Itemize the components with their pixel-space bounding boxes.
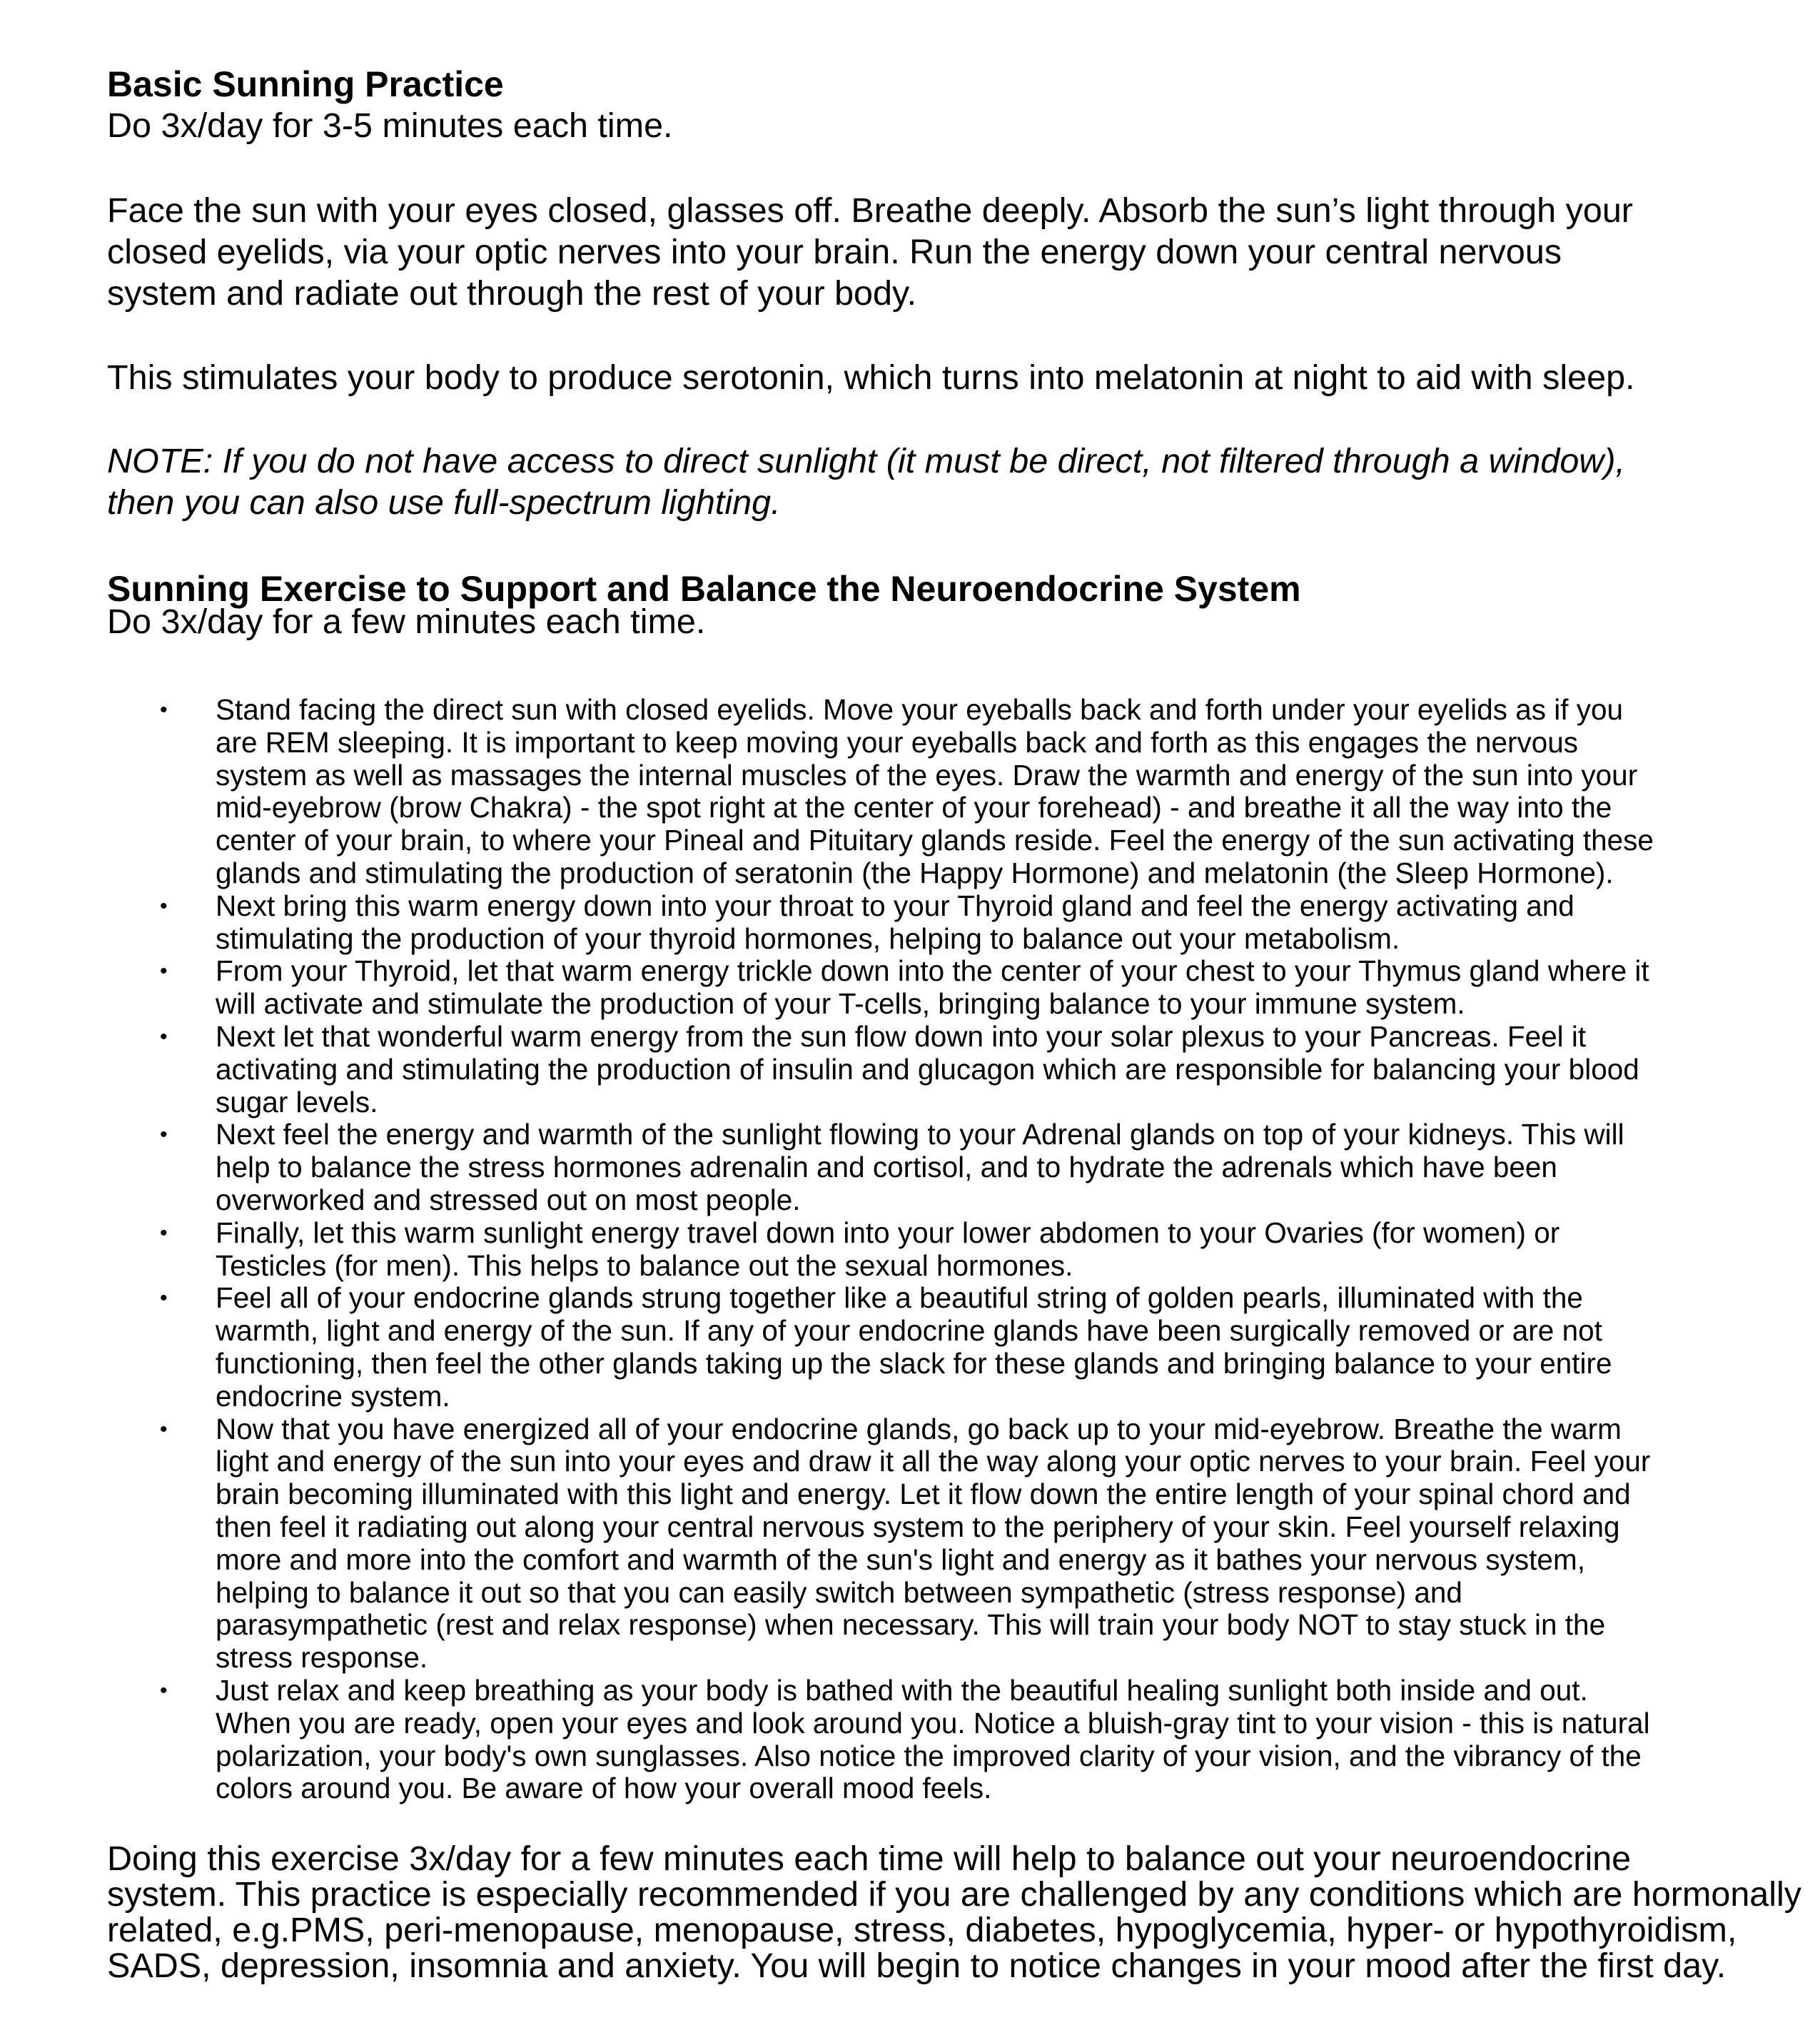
list-item-line: polarization, your body's own sunglasses. Also notice the improved clarity of your vision, and the vibrancy of the [216, 1739, 1642, 1772]
section-frequency-basic: Do 3x/day for 3-5 minutes each time. [107, 106, 673, 145]
list-item-line: Testicles (for men). This helps to balance out the sexual hormones. [216, 1248, 1073, 1282]
exercise-steps-list [107, 694, 1654, 1805]
bullet-icon: • [160, 1221, 168, 1245]
list-item-line: endocrine system. [216, 1379, 450, 1413]
list-item-line: Finally, let this warm sunlight energy travel down into your lower abdomen to your Ovaries (for women) or [216, 1216, 1560, 1249]
closing-line: related, e.g.PMS, peri-menopause, menopause, stress, diabetes, hypoglycemia, hyper- or hypothyroidism, [107, 1911, 1737, 1949]
list-item-line: overworked and stressed out on most people. [216, 1183, 801, 1216]
bullet-icon: • [160, 1024, 168, 1049]
paragraph-line: Face the sun with your eyes closed, glasses off. Breathe deeply. Absorb the sun’s light through your [107, 191, 1633, 230]
list-item-line: brain becoming illuminated with this light and energy. Let it flow down the entire length of your spinal chord and [216, 1478, 1631, 1511]
bullet-icon: • [160, 1286, 168, 1311]
list-item [107, 1675, 1654, 1805]
list-item [107, 694, 1654, 890]
bullet-icon: • [160, 1417, 168, 1441]
section-heading-neuroendocrine: Sunning Exercise to Support and Balance the Neuroendocrine System [107, 569, 1301, 609]
list-item-line: Just relax and keep breathing as your body is bathed with the beautiful healing sunlight both inside and out. [216, 1673, 1588, 1707]
list-item-line: parasympathetic (rest and relax response) when necessary. This will train your body NOT to stay stuck in the [216, 1608, 1606, 1642]
note-paragraph [107, 440, 1625, 523]
list-item-line: When you are ready, open your eyes and look around you. Notice a bluish-gray tint to your vision - this is natural [216, 1706, 1650, 1739]
paragraph-face-the-sun [107, 190, 1633, 314]
paragraph-serotonin: This stimulates your body to produce serotonin, which turns into melatonin at night to aid with sleep. [107, 358, 1635, 397]
list-item-line: then feel it radiating out along your central nervous system to the periphery of your skin. Feel yourself relaxing [216, 1510, 1620, 1543]
list-item-line: Next bring this warm energy down into your throat to your Thyroid gland and feel the energy activating and [216, 889, 1574, 922]
list-item-line: Next let that wonderful warm energy from the sun flow down into your solar plexus to your Pancreas. Feel it [216, 1019, 1587, 1053]
list-item-line: are REM sleeping. It is important to keep moving your eyeballs back and forth as this engages the nervous [216, 725, 1579, 759]
bullet-icon: • [160, 1678, 168, 1702]
list-item [107, 1021, 1654, 1118]
list-item-line: glands and stimulating the production of seratonin (the Happy Hormone) and melatonin (the Sleep Hormone). [216, 856, 1614, 889]
bullet-icon: • [160, 894, 168, 918]
list-item-line: Next feel the energy and warmth of the sunlight flowing to your Adrenal glands on top of your kidneys. This will [216, 1118, 1624, 1151]
list-item-line: light and energy of the sun into your eyes and draw it all the way along your optic nerves to your brain. Feel your [216, 1445, 1651, 1478]
paragraph-line: closed eyelids, via your optic nerves into your brain. Run the energy down your central nervous [107, 233, 1562, 271]
closing-line: Doing this exercise 3x/day for a few minutes each time will help to balance out your neuroendocrine [107, 1839, 1632, 1878]
list-item [107, 890, 1654, 956]
bullet-icon: • [160, 1123, 168, 1147]
list-item-line: sugar levels. [216, 1085, 378, 1118]
list-item-line: center of your brain, to where your Pineal and Pituitary glands reside. Feel the energy of the sun activating these [216, 824, 1654, 857]
list-item [107, 1217, 1654, 1283]
closing-line: SADS, depression, insomnia and anxiety. You will begin to notice changes in your mood after the first day. [107, 1946, 1727, 1985]
note-line: NOTE: If you do not have access to direct sunlight (it must be direct, not filtered through a window), [107, 442, 1625, 480]
section-frequency-neuroendocrine: Do 3x/day for a few minutes each time. [107, 602, 706, 641]
bullet-icon: • [160, 959, 168, 984]
list-item-line: stimulating the production of your thyroid hormones, helping to balance out your metabolism. [216, 921, 1400, 955]
list-item-line: From your Thyroid, let that warm energy trickle down into the center of your chest to your Thymus gland where it [216, 954, 1649, 988]
list-item-line: mid-eyebrow (brow Chakra) - the spot right at the center of your forehead) - and breathe it all the way into the [216, 791, 1612, 824]
list-item-line: colors around you. Be aware of how your overall mood feels. [216, 1772, 992, 1805]
list-item-line: warmth, light and energy of the sun. If any of your endocrine glands have been surgically removed or are not [216, 1314, 1602, 1348]
list-item-line: stress response. [216, 1641, 428, 1675]
list-item-line: activating and stimulating the production of insulin and glucagon which are responsible for balancing your blood [216, 1052, 1639, 1086]
closing-line: system. This practice is especially recommended if you are challenged by any conditions which are hormonally [107, 1875, 1802, 1914]
list-item [107, 1118, 1654, 1216]
list-item [107, 1413, 1654, 1675]
list-item-line: functioning, then feel the other glands taking up the slack for these glands and bringing balance to your entire [216, 1346, 1612, 1380]
closing-paragraph [107, 1841, 1801, 1984]
list-item-line: system as well as massages the internal muscles of the eyes. Draw the warmth and energy of the sun into your [216, 758, 1638, 792]
list-item-line: Feel all of your endocrine glands strung together like a beautiful string of golden pearls, illuminated with the [216, 1281, 1583, 1315]
list-item [107, 1282, 1654, 1413]
paragraph-line: system and radiate out through the rest of your body. [107, 274, 917, 313]
note-line: then you can also use full-spectrum lighting. [107, 483, 781, 522]
list-item-line: more and more into the comfort and warmth of the sun's light and energy as it bathes your nervous system, [216, 1542, 1585, 1576]
list-item-line: help to balance the stress hormones adrenalin and cortisol, and to hydrate the adrenals which have been [216, 1151, 1557, 1184]
list-item-line: Now that you have energized all of your endocrine glands, go back up to your mid-eyebrow. Breathe the warm [216, 1412, 1622, 1445]
list-item-line: will activate and stimulate the production of your T-cells, bringing balance to your immune system. [216, 987, 1465, 1021]
bullet-icon: • [160, 698, 168, 722]
section-heading-basic-sunning: Basic Sunning Practice [107, 64, 504, 104]
list-item [107, 955, 1654, 1021]
list-item-line: Stand facing the direct sun with closed eyelids. Move your eyeballs back and forth under your eyelids as if you [216, 693, 1624, 726]
list-item-line: helping to balance it out so that you can easily switch between sympathetic (stress response) and [216, 1575, 1462, 1609]
